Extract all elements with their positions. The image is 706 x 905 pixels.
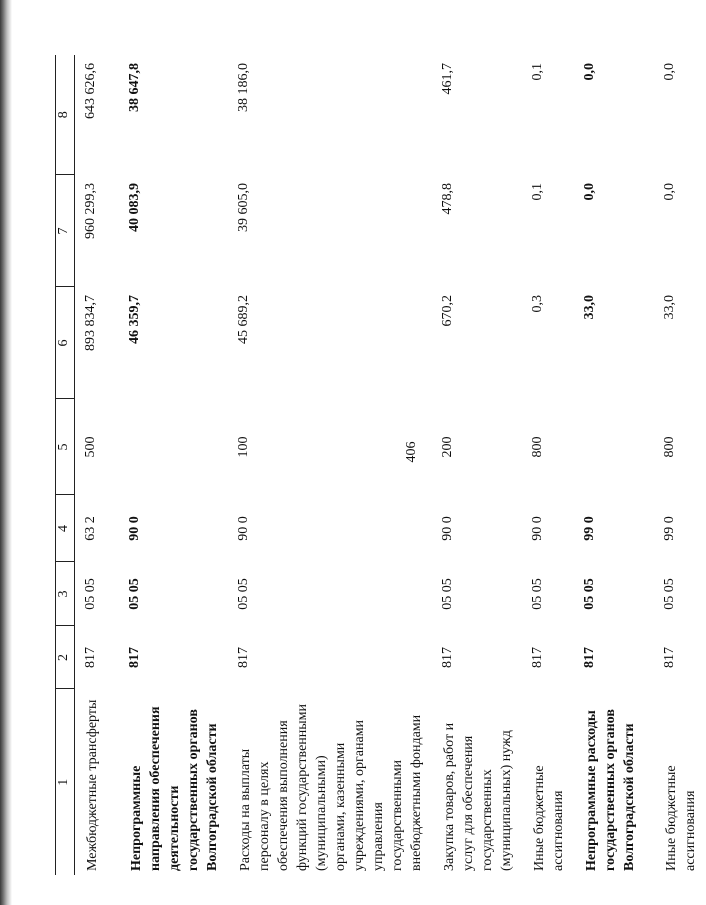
row-name-cell: Непрограммные направления обеспечения деятельности государственных органов Волгоградской области <box>128 706 220 871</box>
row-value-cell: 800 <box>529 436 545 458</box>
table-row <box>574 55 654 875</box>
table-row <box>228 55 432 875</box>
row-value-cell: 38 186,0 <box>235 63 251 112</box>
row-value-cell: 817 <box>83 647 98 668</box>
table-body <box>75 55 706 875</box>
scan-edge-shadow <box>0 0 12 905</box>
row-value-cell <box>574 399 654 495</box>
row-value-cell: 960 299,3 <box>83 183 98 239</box>
row-name-cell: Иные бюджетные ассигнования <box>531 765 566 871</box>
row-value-cell: 0,1 <box>529 63 545 81</box>
row-value-cell: 05 05 <box>439 578 455 610</box>
row-value-cell: 33,0 <box>661 295 677 320</box>
row-value-cell: 05 05 <box>661 578 677 610</box>
header-cell: 2 <box>56 626 75 689</box>
row-value-cell: 90 0 <box>529 516 545 541</box>
row-name-cell: Иные бюджетные ассигнования <box>663 765 698 871</box>
row-value-cell: 478,8 <box>439 183 455 215</box>
row-value-cell: 461,7 <box>439 63 455 95</box>
row-value-cell: 99 0 <box>661 516 677 541</box>
row-value-cell: 817 <box>439 647 455 668</box>
row-value-cell: 0,0 <box>581 183 597 201</box>
row-value-cell: 99 0 <box>581 516 597 541</box>
row-value-cell: 38 647,8 <box>126 63 142 112</box>
table-row <box>75 55 119 875</box>
row-value-cell: 817 <box>529 647 545 668</box>
table-row <box>522 55 574 875</box>
row-value-cell: 40 083,9 <box>126 183 142 232</box>
row-value-cell: 0,0 <box>661 63 677 81</box>
row-name-cell: Межбюджетные трансферты <box>85 699 100 871</box>
row-value-cell: 817 <box>126 647 142 668</box>
row-value-cell: 90 0 <box>439 516 455 541</box>
table-row <box>119 55 228 875</box>
row-value-cell: 90 0 <box>126 516 142 541</box>
row-value-cell: 817 <box>661 647 677 668</box>
header-cell: 7 <box>56 175 75 287</box>
table-row <box>432 55 522 875</box>
row-value-cell: 0,0 <box>581 63 597 81</box>
row-value-cell: 0,0 <box>661 183 677 201</box>
row-value-cell: 0,1 <box>529 183 545 201</box>
row-value-cell: 800 <box>661 436 677 458</box>
header-cell: 4 <box>56 495 75 562</box>
header-cell: 8 <box>56 55 75 175</box>
row-value-cell: 05 05 <box>235 578 251 610</box>
header-cell: 3 <box>56 562 75 626</box>
row-value-cell: 100 <box>235 436 251 458</box>
row-value-cell: 670,2 <box>439 295 455 327</box>
row-value-cell: 05 05 <box>581 578 597 610</box>
rotated-table-area <box>55 30 698 875</box>
header-cell: 6 <box>56 287 75 399</box>
row-name-cell: Расходы на выплаты персоналу в целях обеспечения выполнения функций государственными (муниципальными) органами, казенными учреждениями, органами управления государственными внебюджетными фондами <box>237 703 424 871</box>
row-value-cell: 63 2 <box>83 516 98 541</box>
header-cell: 1 <box>56 689 75 875</box>
row-value-cell: 817 <box>235 647 251 668</box>
row-value-cell: 05 05 <box>126 578 142 610</box>
table-row <box>654 55 706 875</box>
row-name-cell: Закупка товаров, работ и услуг для обеспечения государственных (муниципальных) нужд <box>441 722 514 871</box>
row-value-cell: 817 <box>581 647 597 668</box>
row-value-cell: 45 689,2 <box>235 295 251 344</box>
row-value-cell: 33,0 <box>581 295 597 320</box>
row-value-cell: 05 05 <box>83 578 98 610</box>
row-value-cell: 500 <box>83 436 98 458</box>
row-value-cell <box>119 399 228 495</box>
header-row <box>56 55 75 875</box>
row-value-cell: 46 359,7 <box>126 295 142 344</box>
page-number: 406 <box>404 441 419 463</box>
row-value-cell: 90 0 <box>235 516 251 541</box>
row-value-cell: 893 834,7 <box>83 295 98 351</box>
row-value-cell: 0,3 <box>529 295 545 313</box>
budget-table <box>55 55 706 875</box>
header-cell: 5 <box>56 399 75 495</box>
row-name-cell: Непрограммные расходы государственных органов Волгоградской области <box>583 709 637 871</box>
row-value-cell: 05 05 <box>529 578 545 610</box>
row-value-cell: 200 <box>439 436 455 458</box>
row-value-cell: 643 626,6 <box>83 63 98 119</box>
row-value-cell: 39 605,0 <box>235 183 251 232</box>
